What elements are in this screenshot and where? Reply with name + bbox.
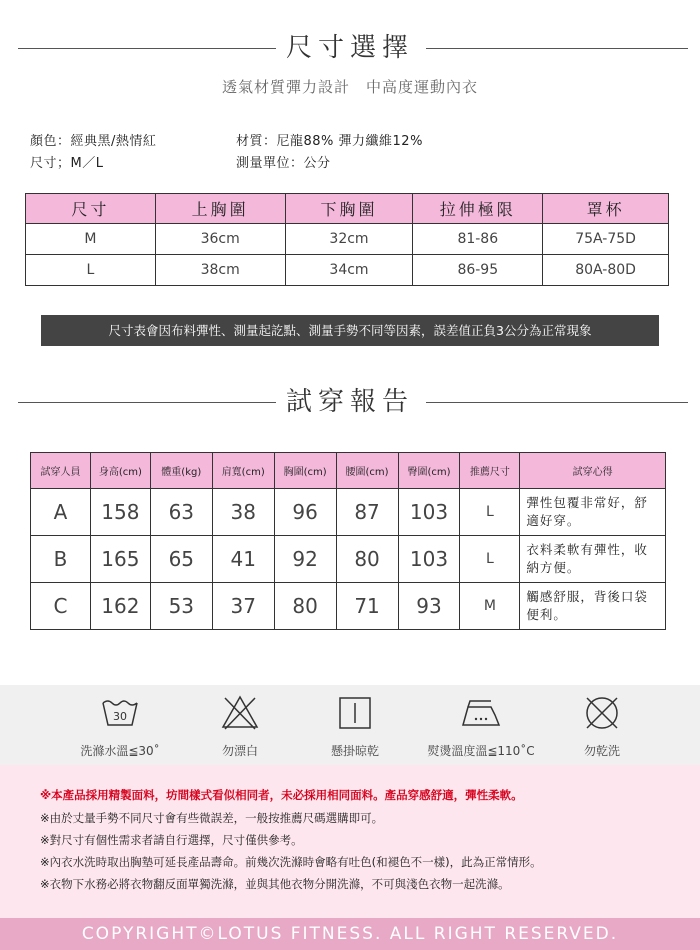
table-cell: C	[31, 583, 91, 630]
table-cell: B	[31, 536, 91, 583]
care-label: 洗滌水溫≦30˚	[80, 744, 160, 758]
cup-col-header: 罩杯	[543, 194, 669, 224]
try-section-title: 試穿報告	[285, 387, 414, 417]
care-label: 熨燙溫度溫≦110˚C	[427, 744, 535, 758]
table-cell: 34cm	[285, 255, 413, 286]
wash-temp-number: 30	[113, 710, 127, 723]
care-label: 勿乾洗	[583, 744, 620, 758]
size-table	[25, 193, 669, 286]
table-cell: M	[26, 224, 156, 255]
table-row	[31, 536, 666, 583]
no-tumble-dry-icon	[582, 693, 622, 733]
color-info: 顏色：經典黑/熱情紅	[30, 134, 157, 149]
note-measure: ※由於丈量手勢不同尺寸會有些微誤差，一般按推薦尺碼選購即可。	[40, 811, 384, 825]
table-cell: 41	[212, 536, 274, 583]
size-info: 尺寸；M／L	[30, 156, 104, 171]
table-cell: 80	[336, 536, 398, 583]
material-info: 材質：尼龍88% 彈力纖維12%	[236, 134, 423, 149]
weight-col-header: 體重(kg)	[150, 453, 212, 489]
size-notice-banner: 尺寸表會因布料彈性、測量起訖點、測量手勢不同等因素，誤差值正負3公分為正常現象	[41, 315, 659, 346]
wash-30-icon	[100, 693, 140, 733]
unit-info: 測量單位：公分	[236, 156, 331, 171]
table-cell: 165	[90, 536, 150, 583]
table-cell: 71	[336, 583, 398, 630]
stretch-limit-col-header: 拉伸極限	[413, 194, 543, 224]
waist-col-header: 腰圍(cm)	[336, 453, 398, 489]
hang-dry-icon	[335, 693, 375, 733]
size-col-header: 尺寸	[26, 194, 156, 224]
care-item-iron	[416, 685, 546, 759]
care-item-bleach	[200, 685, 280, 759]
try-section-header	[0, 382, 700, 422]
table-row	[26, 224, 669, 255]
table-cell: 92	[274, 536, 336, 583]
care-label: 勿漂白	[221, 744, 258, 758]
notes-section	[0, 765, 700, 918]
table-cell: 87	[336, 489, 398, 536]
table-cell: 36cm	[155, 224, 285, 255]
try-on-table	[30, 452, 666, 630]
note-wash-pad: ※內衣水洗時取出胸墊可延長產品壽命。前幾次洗滌時會略有吐色(和褪色不一樣)，此為正常情形。	[40, 855, 542, 869]
table-cell: 81-86	[413, 224, 543, 255]
size-table-header-row	[26, 194, 669, 224]
chest-col-header: 胸圍(cm)	[274, 453, 336, 489]
size-section-title: 尺寸選擇	[285, 33, 414, 63]
table-row	[31, 583, 666, 630]
note-wash-separate: ※衣物下水務必將衣物翻反面單獨洗滌，並與其他衣物分開洗滌，不可與淺色衣物一起洗滌。	[40, 877, 510, 891]
table-cell: 86-95	[413, 255, 543, 286]
try-table-header-row	[31, 453, 666, 489]
table-cell: 75A-75D	[543, 224, 669, 255]
upper-bust-col-header: 上胸圍	[155, 194, 285, 224]
table-cell: L	[460, 489, 520, 536]
care-instructions	[0, 685, 700, 765]
table-cell: 103	[398, 536, 460, 583]
shoulder-col-header: 肩寬(cm)	[212, 453, 274, 489]
under-bust-col-header: 下胸圍	[285, 194, 413, 224]
table-cell: 37	[212, 583, 274, 630]
table-row	[31, 489, 666, 536]
care-item-dry-clean	[562, 685, 642, 759]
table-cell: 80A-80D	[543, 255, 669, 286]
table-cell: M	[460, 583, 520, 630]
note-fabric: ※本產品採用精製面料，坊間樣式看似相同者，未必採用相同面料。產品穿感舒適，彈性柔軟。	[40, 788, 523, 802]
comment-col-header: 試穿心得	[520, 453, 666, 489]
note-size-reference: ※對尺寸有個性需求者請自行選擇，尺寸僅供參考。	[40, 833, 303, 847]
comment-cell: 觸感舒服，背後口袋便利。	[520, 583, 666, 630]
care-label: 懸掛晾乾	[330, 744, 379, 758]
table-cell: 53	[150, 583, 212, 630]
hip-col-header: 臀圍(cm)	[398, 453, 460, 489]
table-cell: 32cm	[285, 224, 413, 255]
iron-icon	[461, 693, 501, 733]
table-cell: 65	[150, 536, 212, 583]
height-col-header: 身高(cm)	[90, 453, 150, 489]
comment-cell: 彈性包覆非常好，舒適好穿。	[520, 489, 666, 536]
table-cell: L	[26, 255, 156, 286]
care-item-hang	[310, 685, 400, 759]
recommend-size-col-header: 推薦尺寸	[460, 453, 520, 489]
table-cell: 38	[212, 489, 274, 536]
comment-cell: 衣料柔軟有彈性，收納方便。	[520, 536, 666, 583]
size-section-header	[0, 28, 700, 68]
table-cell: 158	[90, 489, 150, 536]
table-cell: A	[31, 489, 91, 536]
no-bleach-icon	[220, 693, 260, 733]
table-cell: 80	[274, 583, 336, 630]
table-cell: L	[460, 536, 520, 583]
copyright-footer: COPYRIGHT©LOTUS FITNESS. ALL RIGHT RESERVED.	[0, 918, 700, 950]
product-subtitle: 透氣材質彈力設計 中高度運動內衣	[221, 78, 478, 96]
table-row	[26, 255, 669, 286]
table-cell: 103	[398, 489, 460, 536]
tester-col-header: 試穿人員	[31, 453, 91, 489]
table-cell: 96	[274, 489, 336, 536]
table-cell: 93	[398, 583, 460, 630]
table-cell: 63	[150, 489, 212, 536]
care-item-wash	[70, 685, 170, 759]
table-cell: 162	[90, 583, 150, 630]
table-cell: 38cm	[155, 255, 285, 286]
